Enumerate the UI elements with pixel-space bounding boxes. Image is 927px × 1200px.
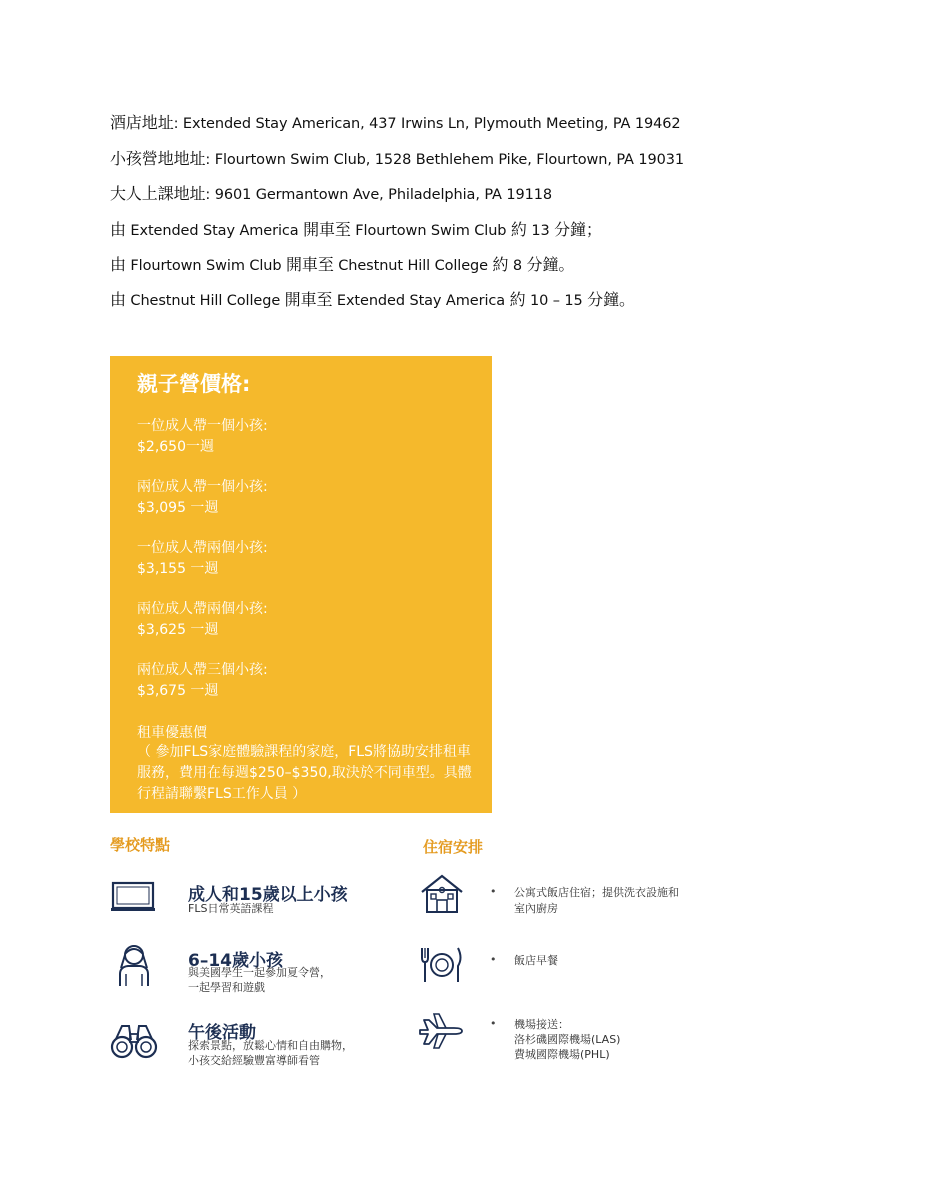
- price-value: $3,625 一週: [137, 622, 219, 638]
- pricing-title: 親子營價格:: [137, 372, 251, 396]
- feature-title: 6–14歲小孩: [188, 951, 283, 971]
- feature-desc: 與美國學生一起參加夏令營，: [188, 966, 331, 979]
- feature-desc: 探索景點，放鬆心情和自由購物，: [188, 1039, 353, 1052]
- bullet: •: [490, 885, 497, 898]
- drive-text: 由: [110, 220, 126, 239]
- rental-title: 租車優惠價: [137, 725, 207, 741]
- child-icon: [108, 940, 160, 992]
- drive-text: 分鐘。: [587, 290, 635, 309]
- drive-line-3: [110, 287, 635, 310]
- features-heading: 學校特點: [110, 836, 171, 854]
- drive-text: Flourtown Swim Club: [125, 258, 287, 274]
- binoculars-icon: [108, 1014, 160, 1066]
- drive-text: 8: [508, 258, 527, 274]
- accommodation-text: 洛杉磯國際機場(LAS): [514, 1033, 621, 1046]
- feature-title: 成人和15歲以上小孩: [188, 885, 348, 905]
- address-text: : 9601 Germantown Ave, Philadelphia, PA 19118: [205, 187, 553, 203]
- address-text: : Extended Stay American, 437 Irwins Ln, Plymouth Meeting, PA 19462: [173, 116, 681, 132]
- bullet: •: [490, 1017, 497, 1030]
- rental-text: （ 參加FLS家庭體驗課程的家庭，FLS將協助安排租車服務，費用在每週$250–$350,取決於不同車型。具體行程請聯繫FLS工作人員 ）: [137, 744, 472, 802]
- drive-text: 開車至: [303, 220, 351, 239]
- price-value: $3,095 一週: [137, 500, 219, 516]
- price-value: $2,650一週: [137, 439, 214, 455]
- drive-text: 約: [492, 255, 509, 274]
- drive-text: 約: [510, 220, 527, 239]
- feature-desc: 小孩交給經驗豐富導師看管: [188, 1054, 320, 1067]
- price-item: [137, 538, 268, 580]
- drive-text: 約: [509, 290, 526, 309]
- price-label: 一位成人帶兩個小孩:: [137, 540, 268, 556]
- price-value: $3,155 一週: [137, 561, 219, 577]
- price-label: 一位成人帶一個小孩:: [137, 418, 268, 434]
- drive-line-2: [110, 252, 574, 275]
- dining-icon: [416, 938, 468, 990]
- adult-class-address: [110, 181, 552, 204]
- price-item: [137, 416, 268, 458]
- accommodation-text: 飯店早餐: [514, 954, 558, 967]
- drive-text: 分鐘；: [554, 220, 602, 239]
- price-label: 兩位成人帶兩個小孩:: [137, 601, 268, 617]
- drive-text: 10 – 15: [525, 293, 588, 309]
- pricing-box: [110, 356, 492, 813]
- price-item: [137, 660, 268, 702]
- address-label: 大人上課地址: [110, 184, 206, 203]
- accommodation-heading: 住宿安排: [423, 838, 484, 856]
- drive-text: 由: [110, 255, 126, 274]
- drive-text: 由: [110, 290, 126, 309]
- address-text: : Flourtown Swim Club, 1528 Bethlehem Pike, Flourtown, PA 19031: [205, 152, 685, 168]
- accommodation-text: 費城國際機場(PHL): [514, 1048, 610, 1061]
- price-item: [137, 477, 268, 519]
- price-label: 兩位成人帶一個小孩:: [137, 479, 268, 495]
- price-value: $3,675 一週: [137, 683, 219, 699]
- feature-title: 午後活動: [188, 1023, 256, 1043]
- drive-text: Chestnut Hill College: [125, 293, 285, 309]
- drive-text: 13: [526, 223, 555, 239]
- house-icon: [416, 870, 468, 922]
- accommodation-text: 機場接送：: [514, 1018, 569, 1031]
- drive-text: 分鐘。: [526, 255, 575, 274]
- feature-desc: 一起學習和遊戲: [188, 981, 265, 994]
- feature-desc: FLS日常英語課程: [188, 902, 274, 915]
- price-item: [137, 599, 268, 641]
- drive-text: Chestnut Hill College: [333, 258, 493, 274]
- drive-text: 開車至: [284, 290, 333, 309]
- bullet: •: [490, 953, 497, 966]
- price-label: 兩位成人帶三個小孩:: [137, 662, 268, 678]
- accommodation-text: 公寓式飯店住宿；提供洗衣設施和: [514, 886, 679, 899]
- hotel-address: [110, 110, 681, 133]
- drive-line-1: [110, 217, 602, 240]
- drive-text: Extended Stay America: [125, 223, 304, 239]
- address-label: 小孩營地地址: [110, 149, 206, 168]
- address-label: 酒店地址: [110, 113, 174, 132]
- accommodation-text: 室內廚房: [514, 902, 558, 915]
- drive-text: Flourtown Swim Club: [350, 223, 511, 239]
- drive-text: Extended Stay America: [332, 293, 510, 309]
- computer-icon: [108, 874, 160, 926]
- drive-text: 開車至: [286, 255, 334, 274]
- airplane-icon: [416, 1006, 468, 1058]
- kids-camp-address: [110, 146, 684, 169]
